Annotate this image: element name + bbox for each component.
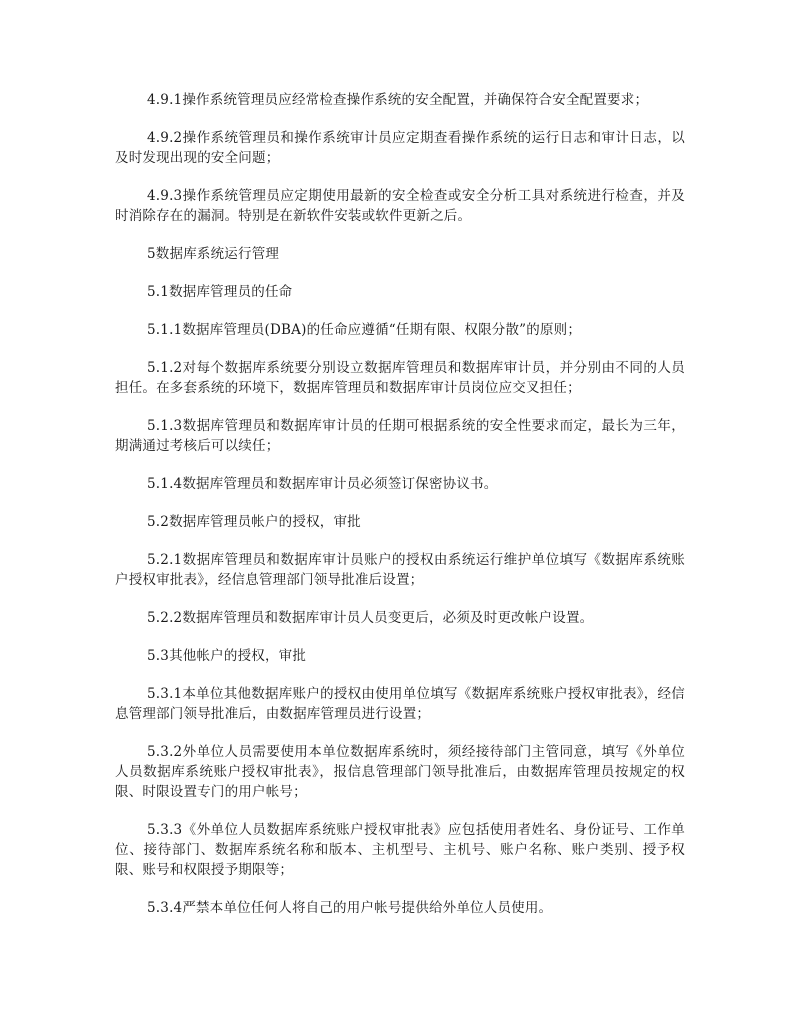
- section-5-3-heading: 5.3其他帐户的授权，审批: [147, 648, 307, 664]
- clause-5-1-4: 5.1.4数据库管理员和数据库审计员必须签订保密协议书。: [147, 476, 498, 492]
- clause-4-9-2: 4.9.2操作系统管理员和操作系统审计员应定期查看操作系统的运行日志和审计日志，以及时发现出现的安全问题；: [115, 130, 685, 166]
- clause-5-1-3: 5.1.3数据库管理员和数据库审计员的任期可根据系统的安全性要求而定，最长为三年，期满通过考核后可以续任；: [115, 418, 685, 454]
- clause-5-1-2: 5.1.2对每个数据库系统要分别设立数据库管理员和数据库审计员，并分别由不同的人员担任。在多套系统的环境下，数据库管理员和数据库审计员岗位应交叉担任；: [115, 360, 685, 396]
- clause-5-2-2: 5.2.2数据库管理员和数据库审计员人员变更后，必须及时更改帐户设置。: [147, 610, 594, 626]
- clause-4-9-3: 4.9.3操作系统管理员应定期使用最新的安全检查或安全分析工具对系统进行检查，并及时消除存在的漏洞。特别是在新软件安装或软件更新之后。: [115, 188, 685, 224]
- clause-5-1-1: 5.1.1数据库管理员(DBA)的任命应遵循“任期有限、权限分散”的原则；: [147, 322, 582, 338]
- clause-5-3-2: 5.3.2外单位人员需要使用本单位数据库系统时，须经接待部门主管同意，填写《外单位人员数据库系统账户授权审批表》，报信息管理部门领导批准后，由数据库管理员按规定的权限、时限设置专门的用户帐号；: [115, 744, 685, 800]
- clause-5-3-4: 5.3.4严禁本单位任何人将自己的用户帐号提供给外单位人员使用。: [147, 900, 553, 916]
- clause-5-2-1: 5.2.1数据库管理员和数据库审计员账户的授权由系统运行维护单位填写《数据库系统账户授权审批表》，经信息管理部门领导批准后设置；: [115, 552, 685, 588]
- section-5-2-heading: 5.2数据库管理员帐户的授权，审批: [147, 514, 361, 530]
- document-body: [115, 90, 685, 936]
- clause-5-3-3: 5.3.3《外单位人员数据库系统账户授权审批表》应包括使用者姓名、身份证号、工作单位、接待部门、数据库系统名称和版本、主机型号、主机号、账户名称、账户类别、授予权限、账号和权限授予期限等；: [115, 822, 685, 878]
- section-5-heading: 5数据库系统运行管理: [147, 246, 280, 262]
- section-5-1-heading: 5.1数据库管理员的任命: [147, 284, 293, 300]
- clause-5-3-1: 5.3.1本单位其他数据库账户的授权由使用单位填写《数据库系统账户授权审批表》，经信息管理部门领导批准后，由数据库管理员进行设置；: [115, 686, 685, 722]
- clause-4-9-1: 4.9.1操作系统管理员应经常检查操作系统的安全配置，并确保符合安全配置要求；: [147, 92, 649, 108]
